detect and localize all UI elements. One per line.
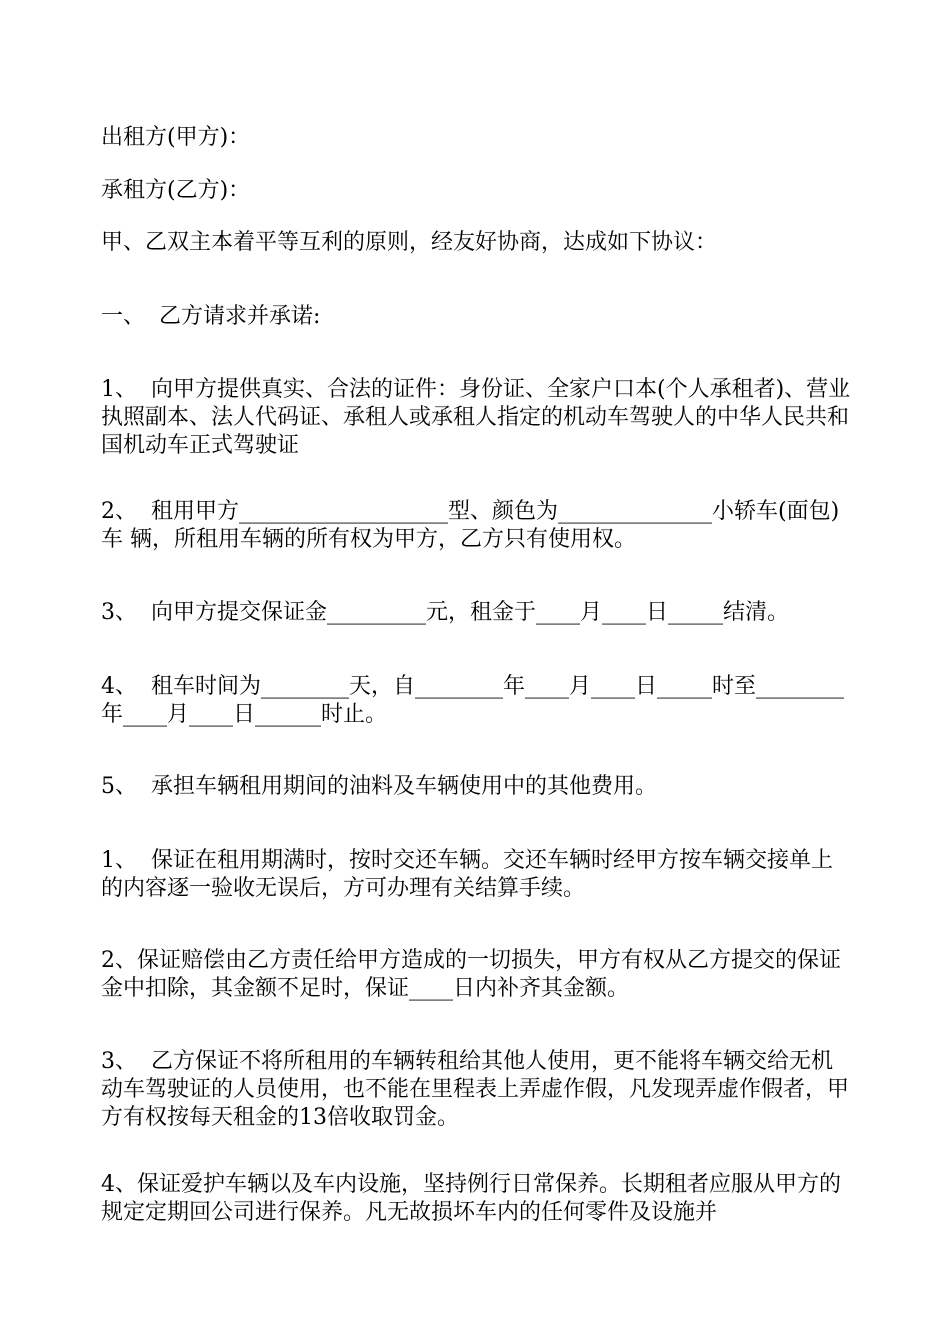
preamble-paragraph: 甲、乙双主本着平等互利的原则，经友好协商，达成如下协议： (101, 230, 718, 255)
clause-return-vehicle: 1、 保证在租用期满时，按时交还车辆。交还车辆时经甲方按车辆交接单上的内容逐一验收无误后，方可办理有关结算手续。 (101, 848, 833, 901)
clause-fuel-and-costs: 5、 承担车辆租用期间的油料及车辆使用中的其他费用。 (101, 774, 657, 799)
clause-rented-vehicle: 2、 租用甲方___________________型、颜色为______________小轿车(面包)车 辆，所租用车辆的所有权为甲方，乙方只有使用权。 (101, 499, 840, 552)
clause-vehicle-care: 4、保证爱护车辆以及车内设施，坚持例行日常保养。长期租者应服从甲方的规定定期回公司进行保养。凡无故损坏车内的任何零件及设施并 (101, 1172, 841, 1225)
section-heading-party-b-commitments: 一、 乙方请求并承诺: (101, 304, 321, 329)
clause-deposit: 3、 向甲方提交保证金_________元，租金于____月____日_____结清。 (101, 600, 789, 625)
clause-compensation: 2、保证赔偿由乙方责任给甲方造成的一切损失，甲方有权从乙方提交的保证金中扣除，其金额不足时，保证____日内补齐其金额。 (101, 948, 841, 1001)
clause-provide-documents: 1、 向甲方提供真实、合法的证件：身份证、全家户口本(个人承租者)、营业执照副本、法人代码证、承租人或承租人指定的机动车驾驶人的中华人民共和国机动车正式驾驶证 (101, 377, 851, 458)
lessor-party-a-line: 出租方(甲方)： (101, 125, 251, 150)
lessee-party-b-line: 承租方(乙方)： (101, 178, 251, 203)
clause-no-sublease: 3、 乙方保证不将所租用的车辆转租给其他人使用，更不能将车辆交给无机动车驾驶证的人员使用，也不能在里程表上弄虚作假，凡发现弄虚作假者，甲方有权按每天租金的13倍收取罚金。 (101, 1049, 850, 1130)
clause-rental-period: 4、 租车时间为________天，自________年____月____日_____时至________年____月____日______时止。 (101, 674, 844, 727)
